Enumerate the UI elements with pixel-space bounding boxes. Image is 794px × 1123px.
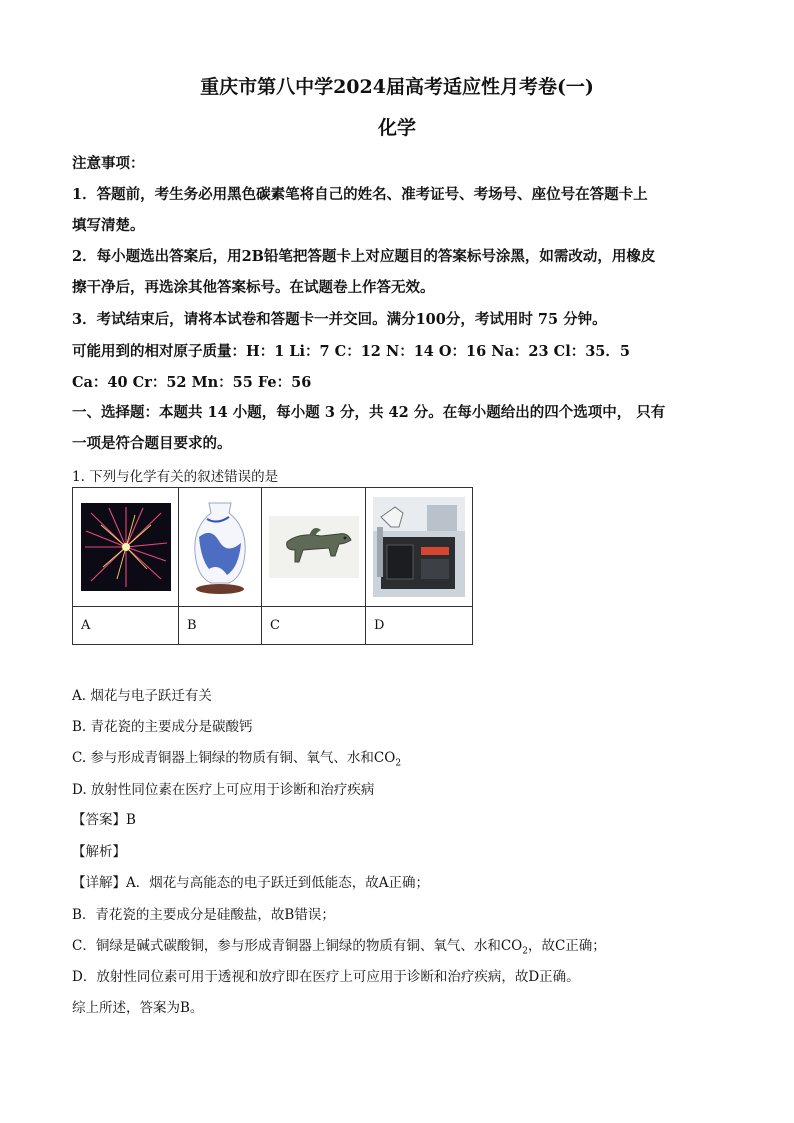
image-cell-b xyxy=(179,488,262,607)
notice-item-1: 1．答题前，考生务必用黑色碳素笔将自己的姓名、准考证号、考场号、座位号在答题卡上 xyxy=(72,186,648,203)
notice-item-2: 2．每小题选出答案后，用2B铅笔把答题卡上对应题目的答案标号涂黑，如需改动，用橡皮 xyxy=(72,248,656,265)
image-cell-c xyxy=(262,488,366,607)
detail-line-c xyxy=(72,934,606,957)
detail-text-c: C．铜绿是碱式碳酸铜，参与形成青铜器上铜绿的物质有铜、氧气、水和CO xyxy=(72,938,523,954)
bronze-ware-image xyxy=(269,516,359,578)
notice-heading: 注意事项： xyxy=(72,155,145,172)
blue-white-porcelain-vase-image xyxy=(189,497,251,597)
detail-line-d: D．放射性同位素可用于透视和放疗即在医疗上可应用于诊断和治疗疾病，故D正确。 xyxy=(72,969,580,985)
section-instruction-line-1: 一、选择题：本题共 14 小题，每小题 3 分，共 42 分。在每小题给出的四个选项中， 只有 xyxy=(72,404,666,421)
section-instruction-line-2: 一项是符合题目要求的。 xyxy=(72,435,232,452)
detail-tag: 【详解】 xyxy=(72,875,126,891)
answer-line xyxy=(72,808,136,828)
detail-c-subscript: 2 xyxy=(522,946,528,957)
notice-item-1-cont: 填写清楚。 xyxy=(72,217,145,234)
subject-title: 化学 xyxy=(377,117,416,139)
medical-equipment-image xyxy=(373,497,465,597)
question-image-table xyxy=(72,487,473,645)
image-label-c: C xyxy=(262,607,366,645)
fireworks-image xyxy=(81,503,171,591)
detail-text-a: A．烟花与高能态的电子跃迁到低能态，故A正确； xyxy=(126,875,429,891)
option-a: A. 烟花与电子跃迁有关 xyxy=(72,688,212,704)
image-cell-d xyxy=(366,488,473,607)
image-cell-a xyxy=(73,488,179,607)
image-label-b: B xyxy=(179,607,262,645)
option-c-subscript: 2 xyxy=(395,758,402,769)
analysis-tag: 【解析】 xyxy=(72,844,126,860)
question-stem: 1. 下列与化学有关的叙述错误的是 xyxy=(72,469,279,485)
summary-line: 综上所述，答案为B。 xyxy=(72,1000,204,1016)
option-c-text: C. 参与形成青铜器上铜绿的物质有铜、氧气、水和CO xyxy=(72,750,396,766)
notice-item-3: 3．考试结束后，请将本试卷和答题卡一并交回。满分100分，考试用时 75 分钟。 xyxy=(72,311,607,328)
detail-line-b: B．青花瓷的主要成分是硅酸盐，故B错误； xyxy=(72,907,335,923)
option-c xyxy=(72,746,401,769)
detail-line-a xyxy=(72,871,429,891)
exam-title: 重庆市第八中学2024届高考适应性月考卷(一) xyxy=(200,76,594,98)
answer-value: B xyxy=(126,812,136,828)
detail-text-c-end: ，故C正确； xyxy=(527,938,606,954)
option-d: D. 放射性同位素在医疗上可应用于诊断和治疗疾病 xyxy=(72,782,375,798)
image-label-d: D xyxy=(366,607,473,645)
answer-tag: 【答案】 xyxy=(72,812,126,828)
image-label-a: A xyxy=(73,607,179,645)
atomic-mass-line-2: Ca：40 Cr：52 Mn：55 Fe：56 xyxy=(72,374,312,391)
option-b: B. 青花瓷的主要成分是碳酸钙 xyxy=(72,719,253,735)
atomic-mass-line-1: 可能用到的相对原子质量：H：1 Li：7 C：12 N：14 O：16 Na：23 Cl：35．5 xyxy=(72,343,630,360)
notice-item-2-cont: 擦干净后，再选涂其他答案标号。在试题卷上作答无效。 xyxy=(72,279,435,296)
